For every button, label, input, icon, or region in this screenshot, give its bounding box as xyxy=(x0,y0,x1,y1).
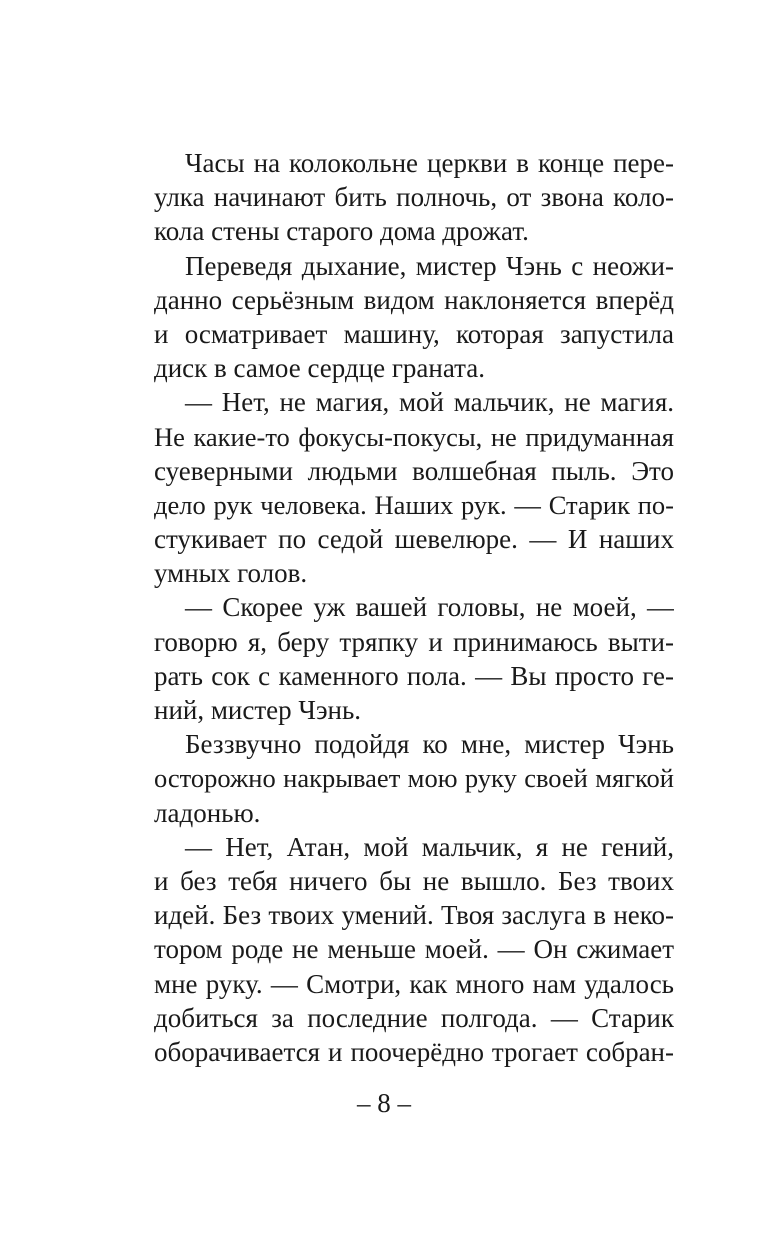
text-line: диск в самое сердце граната. xyxy=(154,353,486,384)
text-line: дело рук человека. Наших рук. — Старик по- xyxy=(154,489,674,520)
body-text xyxy=(154,146,674,1069)
text-line: Не какие-то фокусы-покусы, не придуманная xyxy=(154,421,674,452)
text-line: — Скорее уж вашей головы, не моей, — xyxy=(185,592,674,623)
text-line: тором роде не меньше моей. — Он сжимает xyxy=(154,934,674,965)
text-line: — Нет, Атан, мой мальчик, я не гений, xyxy=(185,831,674,862)
text-line: ний, мистер Чэнь. xyxy=(154,695,362,725)
text-line: улка начинают бить полночь, от звона коло- xyxy=(154,182,674,213)
text-line: идей. Без твоих умений. Твоя заслуга в неко- xyxy=(154,900,674,931)
text-line: Часы на колокольне церкви в конце пере- xyxy=(185,148,674,178)
text-line: данно серьёзным видом наклоняется вперёд xyxy=(154,284,674,315)
text-line: рать сок с каменного пола. — Вы просто ге- xyxy=(154,660,674,691)
text-line: Беззвучно подойдя ко мне, мистер Чэнь xyxy=(185,729,674,760)
text-line: добиться за последние полгода. — Старик xyxy=(154,1002,674,1033)
text-line: и без тебя ничего бы не вышло. Без твоих xyxy=(154,865,674,896)
page-number: – 8 – xyxy=(357,1088,411,1118)
text-line: и осматривает машину, которая запустила xyxy=(154,318,674,349)
text-line: мне руку. — Смотри, как много нам удалось xyxy=(154,968,674,999)
text-line: ладонью. xyxy=(154,797,261,828)
text-line: оборачивается и поочерёдно трогает собран- xyxy=(154,1036,674,1067)
text-line: суеверными людьми волшебная пыль. Это xyxy=(154,455,674,486)
text-line: осторожно накрывает мою руку своей мягкой xyxy=(154,763,674,794)
text-line: Переведя дыхание, мистер Чэнь с неожи- xyxy=(185,250,674,281)
text-line: стукивает по седой шевелюре. — И наших xyxy=(154,524,674,555)
text-line: — Нет, не магия, мой мальчик, не магия. xyxy=(185,387,674,418)
text-line: кола стены старого дома дрожат. xyxy=(154,216,529,247)
text-line: говорю я, беру тряпку и принимаюсь выти- xyxy=(154,626,674,657)
text-line: умных голов. xyxy=(154,558,308,589)
